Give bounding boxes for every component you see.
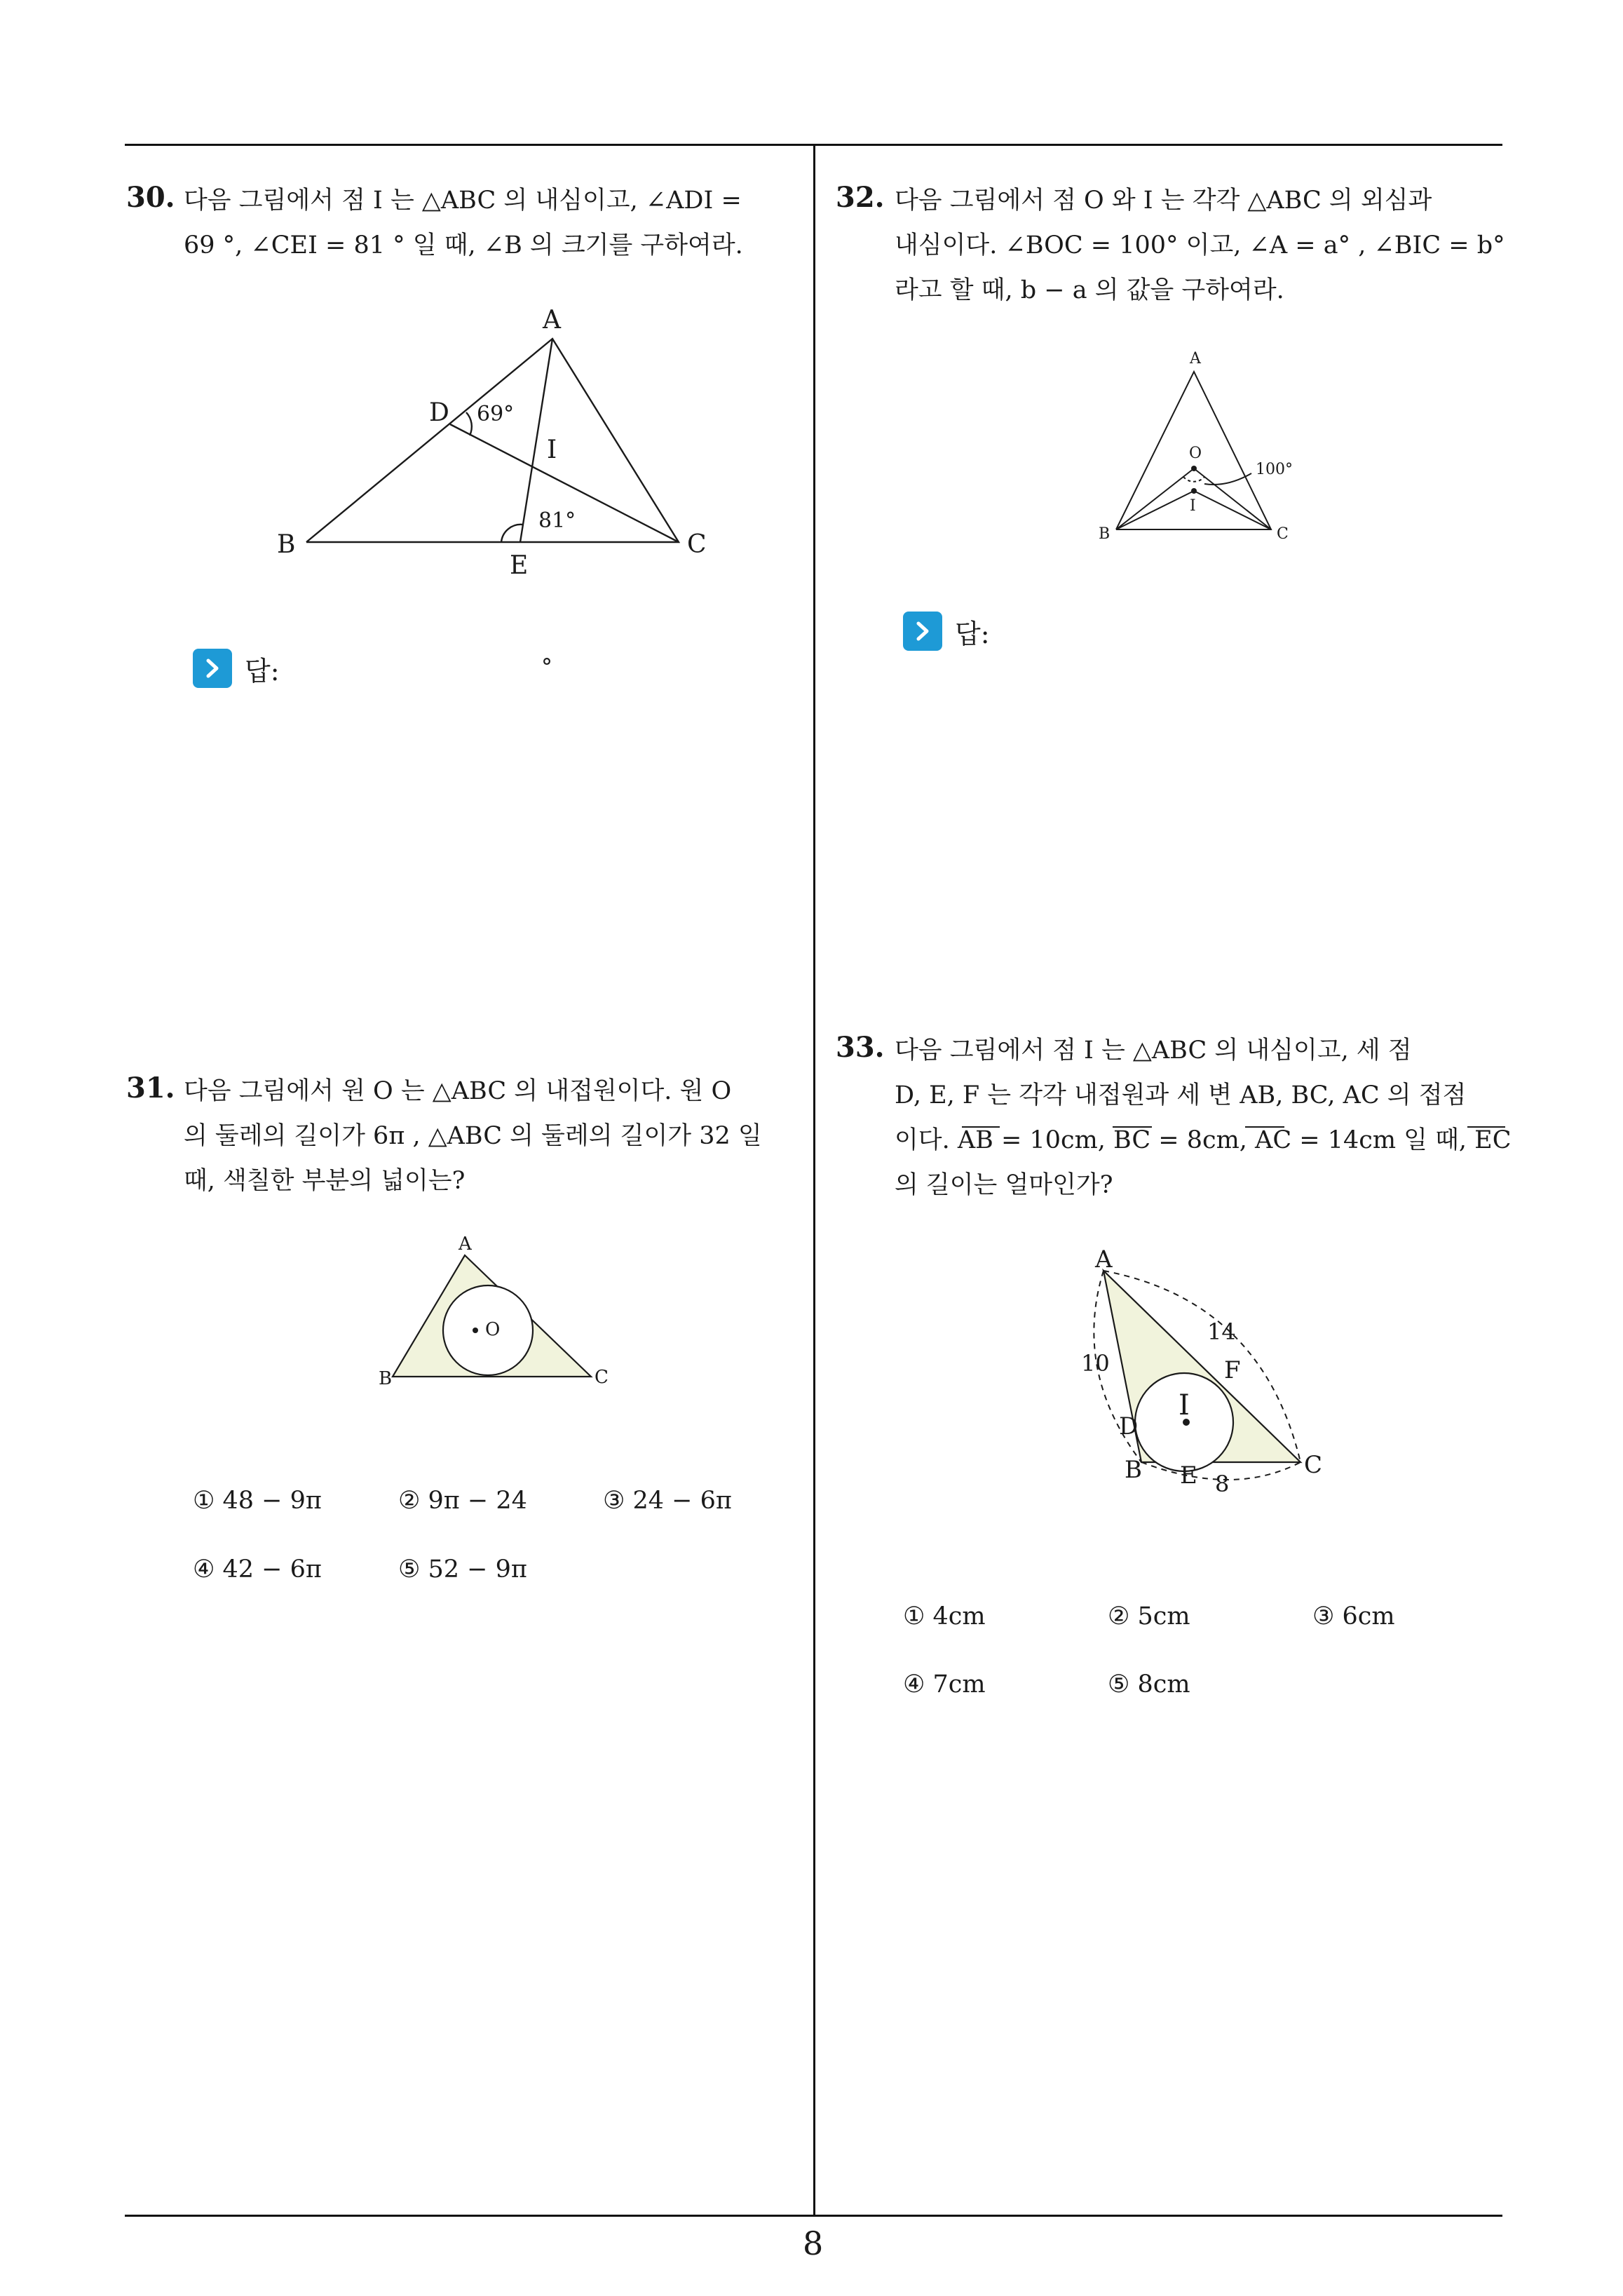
q32-text [895, 178, 1512, 313]
q32-segment-BO [1116, 468, 1194, 529]
q31-choice-4[interactable]: ④ 42 − 6π [193, 1555, 322, 1583]
q31-choice-1[interactable]: ① 48 − 9π [193, 1487, 322, 1515]
q32-line2: 내심이다. ∠BOC = 100° 이고, ∠A = a° , ∠BIC = b° [895, 231, 1505, 259]
q31-line1: 다음 그림에서 원 O 는 △ABC 의 내접원이다. 원 O [184, 1077, 732, 1105]
q33-number: 33. [836, 1031, 885, 1064]
q30-label-D: D [429, 398, 449, 427]
q30-angle-arc-81 [501, 525, 523, 542]
q33-overline-AB [962, 1126, 1000, 1128]
q30-answer [193, 649, 280, 688]
q31-choice-5[interactable]: ⑤ 52 − 9π [398, 1555, 527, 1583]
q33-label-I: I [1179, 1389, 1190, 1422]
q30-line1: 다음 그림에서 점 I 는 △ABC 의 내심이고, ∠ADI = [184, 187, 742, 215]
q32-answer-label: 답: [955, 618, 990, 649]
q30-label-I: I [547, 435, 557, 464]
q33-label-F: F [1224, 1356, 1241, 1384]
q30-text [184, 178, 801, 268]
q32-segment-BI [1116, 491, 1194, 529]
q33-choice-4[interactable]: ④ 7cm [903, 1670, 986, 1699]
q33-line1: 다음 그림에서 점 I 는 △ABC 의 내심이고, 세 점 [895, 1036, 1412, 1065]
q30-triangle [306, 339, 679, 542]
q33-line3: 이다. AB = 10cm, BC = 8cm, AC = 14cm 일 때, EC [895, 1126, 1512, 1154]
q33-label-A: A [1095, 1245, 1113, 1274]
q30-line2: 69 °, ∠CEI = 81 ° 일 때, ∠B 의 크기를 구하여라. [184, 231, 743, 259]
bottom-rule [125, 2215, 1502, 2217]
q33-choice-1[interactable]: ① 4cm [903, 1602, 986, 1630]
q32-figure [1083, 344, 1322, 547]
page-number: 8 [803, 2224, 824, 2262]
q30-number: 30. [126, 181, 175, 214]
q32-point-I [1191, 488, 1197, 494]
q31-label-B: B [379, 1368, 393, 1389]
q30-angle-81: 81° [538, 508, 576, 533]
q33-length-BC: 8 [1215, 1471, 1230, 1497]
q30-angle-arc-69 [466, 412, 472, 435]
q32-number: 32. [836, 181, 885, 214]
chevron-right-icon [903, 612, 942, 651]
q32-angle-label: 100° [1256, 461, 1293, 478]
q32-label-C: C [1277, 525, 1289, 543]
q31-choice-3[interactable]: ③ 24 − 6π [603, 1487, 732, 1515]
q32-angle-arc [1183, 477, 1204, 482]
q31-label-C: C [595, 1367, 609, 1388]
q30-label-E: E [510, 551, 529, 580]
q33-label-B: B [1125, 1456, 1142, 1484]
q33-choice-2[interactable]: ② 5cm [1108, 1602, 1190, 1630]
q33-length-AB: 10 [1081, 1350, 1110, 1377]
q31-choice-2[interactable]: ② 9π − 24 [398, 1487, 527, 1515]
q32-segment-IC [1194, 491, 1271, 529]
q30-answer-label: 답: [245, 655, 280, 687]
q33-overline-AC [1245, 1126, 1284, 1128]
q31-line3: 때, 색칠한 부분의 넓이는? [184, 1167, 466, 1195]
q31-center-dot [473, 1328, 478, 1333]
q33-figure [1066, 1231, 1374, 1511]
q31-number: 31. [126, 1072, 175, 1105]
q33-choice-5[interactable]: ⑤ 8cm [1108, 1670, 1190, 1699]
q31-text [184, 1069, 801, 1203]
q33-label-C: C [1304, 1451, 1323, 1479]
q30-label-C: C [687, 530, 707, 559]
q32-answer-field[interactable] [1003, 612, 1353, 651]
column-divider [813, 144, 815, 2216]
q31-label-O: O [485, 1319, 501, 1340]
q32-line3: 라고 할 때, b − a 의 값을 구하여라. [895, 276, 1284, 304]
q32-label-A: A [1190, 350, 1201, 367]
q33-overline-BC [1113, 1126, 1152, 1128]
q33-label-D: D [1119, 1412, 1139, 1440]
q33-line4: 의 길이는 얼마인가? [895, 1171, 1113, 1199]
q32-label-O: O [1189, 445, 1202, 462]
q31-label-A: A [459, 1234, 472, 1255]
q30-label-B: B [277, 530, 296, 559]
q32-line1: 다음 그림에서 점 O 와 I 는 각각 △ABC 의 외심과 [895, 187, 1432, 215]
q32-point-O [1191, 466, 1197, 471]
q33-label-E: E [1180, 1461, 1197, 1490]
q33-line2: D, E, F 는 각각 내접원과 세 변 AB, BC, AC 의 접점 [895, 1081, 1467, 1109]
q30-answer-field[interactable] [294, 649, 561, 688]
q33-text [895, 1028, 1512, 1208]
q31-line2: 의 둘레의 길이가 6π , △ABC 의 둘레의 길이가 32 일 [184, 1122, 762, 1150]
q33-choice-3[interactable]: ③ 6cm [1312, 1602, 1395, 1630]
q30-label-A: A [543, 306, 561, 335]
q33-length-AC: 14 [1207, 1318, 1236, 1345]
q30-answer-unit: ° [541, 654, 552, 680]
q30-figure [266, 295, 729, 589]
q32-label-I: I [1190, 497, 1196, 515]
q32-label-B: B [1099, 525, 1111, 543]
q33-overline-EC [1467, 1126, 1505, 1128]
q30-angle-69: 69° [477, 402, 515, 426]
chevron-right-icon [193, 649, 232, 688]
q31-figure [372, 1234, 624, 1389]
q32-answer [903, 612, 990, 651]
